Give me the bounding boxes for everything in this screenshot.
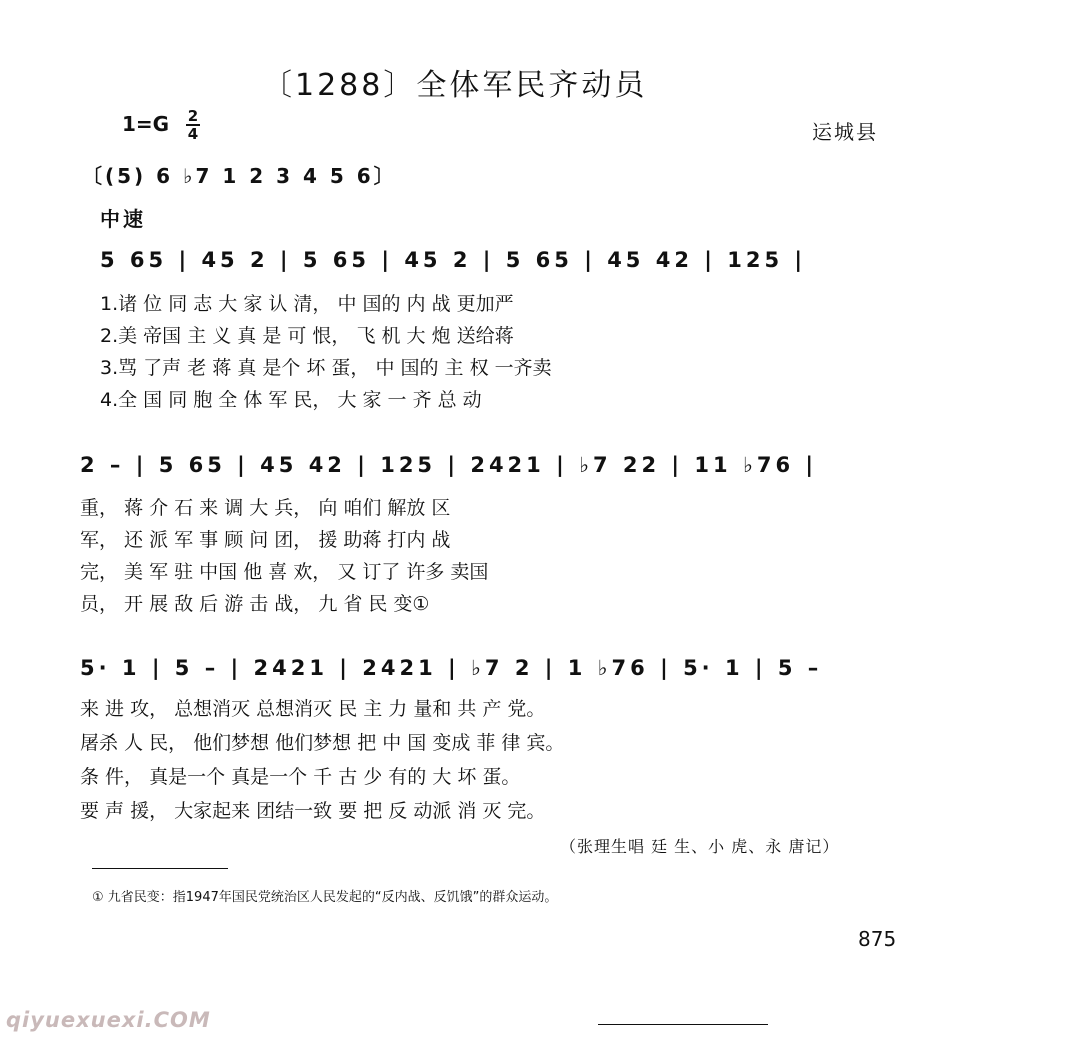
watermark: qiyuexuexi.COM (6, 1008, 211, 1032)
system-3-lyric-4: 要 声 援， 大家起来 团结一致 要 把 反 动派 消 灭 完。 (80, 800, 546, 822)
credit-line: （张理生唱 廷 生、小 虎、永 唐记） (560, 837, 840, 856)
system-2-notes: 2 – | 5 65 | 45 42 | 125 | 2421 | ♭7 22 | 11 ♭76 | (80, 453, 818, 477)
system-2-lyric-4: 员， 开 展 敌 后 游 击 战， 九 省 民 变① (80, 593, 430, 615)
system-1-lyric-4: 4.全 国 同 胞 全 体 军 民， 大 家 一 齐 总 动 (100, 389, 482, 411)
system-1-lyric-2: 2.美 帝国 主 义 真 是 可 恨， 飞 机 大 炮 送给蒋 (100, 325, 514, 347)
system-2-lyric-3: 完， 美 军 驻 中国 他 喜 欢， 又 订了 许多 卖国 (80, 561, 489, 583)
system-1-lyric-3: 3.骂 了声 老 蒋 真 是个 坏 蛋， 中 国的 主 权 一齐卖 (100, 357, 552, 379)
region-label: 运城县 (812, 120, 878, 144)
key-signature: 1=G (122, 112, 170, 136)
song-title: 〔1288〕全体军民齐动员 (262, 68, 648, 103)
meter-top: 2 (187, 107, 199, 125)
system-1-lyric-1: 1.诸 位 同 志 大 家 认 清， 中 国的 内 战 更加严 (100, 293, 514, 315)
bottom-rule (598, 1024, 768, 1025)
intro-notes: 〔(5) 6 ♭7 1 2 3 4 5 6〕 (82, 164, 397, 188)
system-3-lyric-2: 屠杀 人 民， 他们梦想 他们梦想 把 中 国 变成 菲 律 宾。 (80, 732, 565, 754)
tempo-marking: 中速 (100, 207, 146, 231)
system-3-lyric-1: 来 进 攻， 总想消灭 总想消灭 民 主 力 量和 共 产 党。 (80, 698, 546, 720)
footnote: ① 九省民变：指1947年国民党统治区人民发起的“反内战、反饥饿”的群众运动。 (92, 890, 558, 905)
meter-bottom: 4 (187, 125, 199, 143)
system-1-notes: 5 65 | 45 2 | 5 65 | 45 2 | 5 65 | 45 42 | 125 | (100, 248, 807, 272)
system-2-lyric-1: 重， 蒋 介 石 来 调 大 兵， 向 咱们 解放 区 (80, 497, 451, 519)
time-signature (186, 108, 200, 142)
system-2-lyric-2: 军， 还 派 军 事 顾 问 团， 援 助蒋 打内 战 (80, 529, 451, 551)
system-3-lyric-3: 条 件， 真是一个 真是一个 千 古 少 有的 大 坏 蛋。 (80, 766, 521, 788)
page-number: 875 (858, 927, 897, 951)
footnote-divider (92, 868, 228, 869)
system-3-notes: 5· 1 | 5 – | 2421 | 2421 | ♭7 2 | 1 ♭76 | 5· 1 | 5 – (80, 656, 823, 680)
